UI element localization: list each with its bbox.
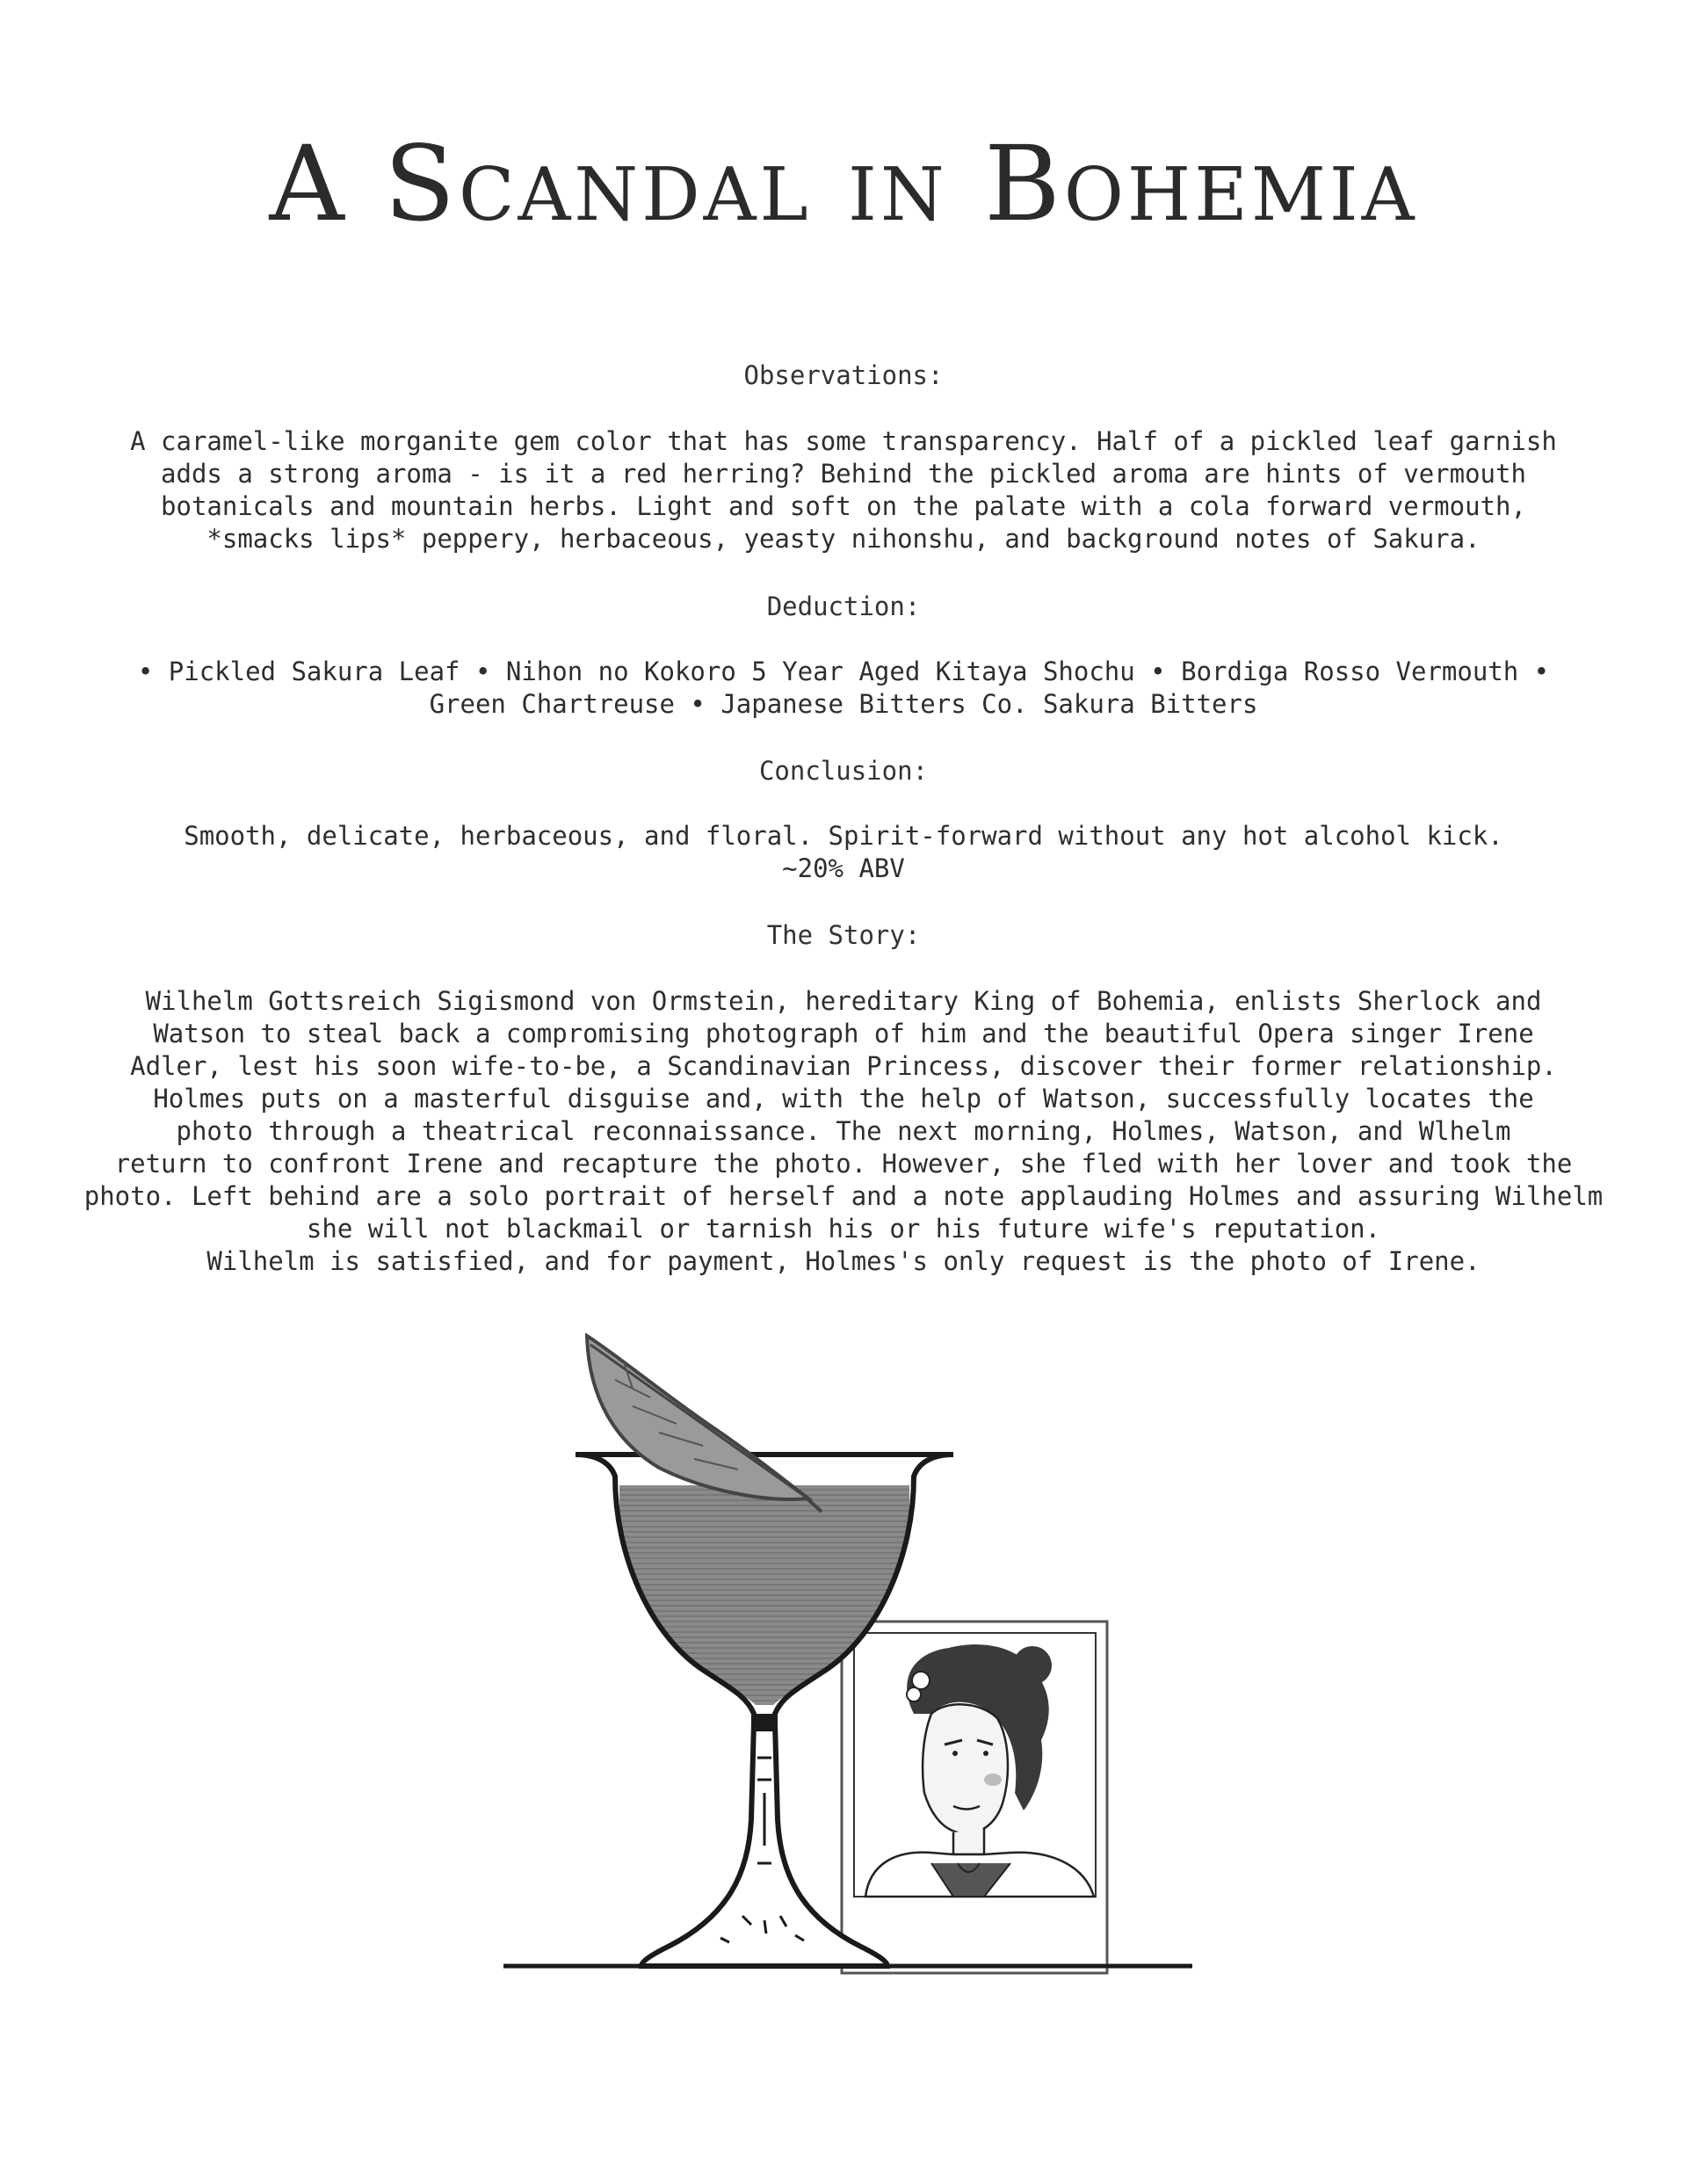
page-title: A Scandal in Bohemia (269, 123, 1418, 244)
story-text (53, 985, 1634, 1278)
conclusion-text (53, 820, 1634, 885)
story-line: photo. Left behind are a solo portrait of herself and a note applauding Holmes and assuring Wilhelm (83, 1181, 1604, 1211)
story-heading: The Story: (766, 920, 921, 950)
conclusion-line: ~20% ABV (782, 853, 905, 883)
story-line: photo through a theatrical reconnaissance. The next morning, Holmes, Watson, and Wlhelm (176, 1116, 1511, 1146)
conclusion-line: Smooth, delicate, herbaceous, and floral. Spirit-forward without any hot alcohol kick. (184, 821, 1503, 851)
cocktail-illustration (0, 1301, 1687, 2004)
story-line: she will not blackmail or tarnish his or his future wife's reputation. (306, 1214, 1381, 1244)
observations-line: *smacks lips* peppery, herbaceous, yeasty nihonshu, and background notes of Sakura. (206, 524, 1481, 554)
story-line: Adler, lest his soon wife-to-be, a Scandinavian Princess, discover their former relationship. (130, 1051, 1557, 1081)
story-line: Wilhelm is satisfied, and for payment, Holmes's only request is the photo of Irene. (206, 1246, 1481, 1276)
irene-portrait-icon (842, 1622, 1107, 1973)
deduction-heading: Deduction: (766, 591, 921, 621)
deduction-text (53, 656, 1634, 721)
conclusion-heading: Conclusion: (758, 756, 929, 786)
deduction-line: • Pickled Sakura Leaf • Nihon no Kokoro 5 Year Aged Kitaya Shochu • Bordiga Rosso Vermouth • (137, 657, 1550, 686)
deduction-line: Green Chartreuse • Japanese Bitters Co. Sakura Bitters (429, 689, 1258, 719)
story-line: Wilhelm Gottsreich Sigismond von Ormstein, hereditary King of Bohemia, enlists Sherlock and (145, 986, 1542, 1016)
story-line: Watson to steal back a compromising photograph of him and the beautiful Opera singer Irene (153, 1019, 1534, 1048)
observations-line: adds a strong aroma - is it a red herring? Behind the pickled aroma are hints of vermouth (161, 459, 1526, 489)
story-line: return to confront Irene and recapture the photo. However, she fled with her lover and took the (114, 1149, 1573, 1179)
story-line: Holmes puts on a masterful disguise and, with the help of Watson, successfully locates the (153, 1084, 1534, 1114)
observations-text (53, 425, 1634, 555)
observations-line: botanicals and mountain herbs. Light and soft on the palate with a cola forward vermouth, (161, 491, 1526, 521)
observations-heading: Observations: (743, 360, 944, 390)
observations-line: A caramel-like morganite gem color that has some transparency. Half of a pickled leaf garnish (130, 426, 1557, 456)
